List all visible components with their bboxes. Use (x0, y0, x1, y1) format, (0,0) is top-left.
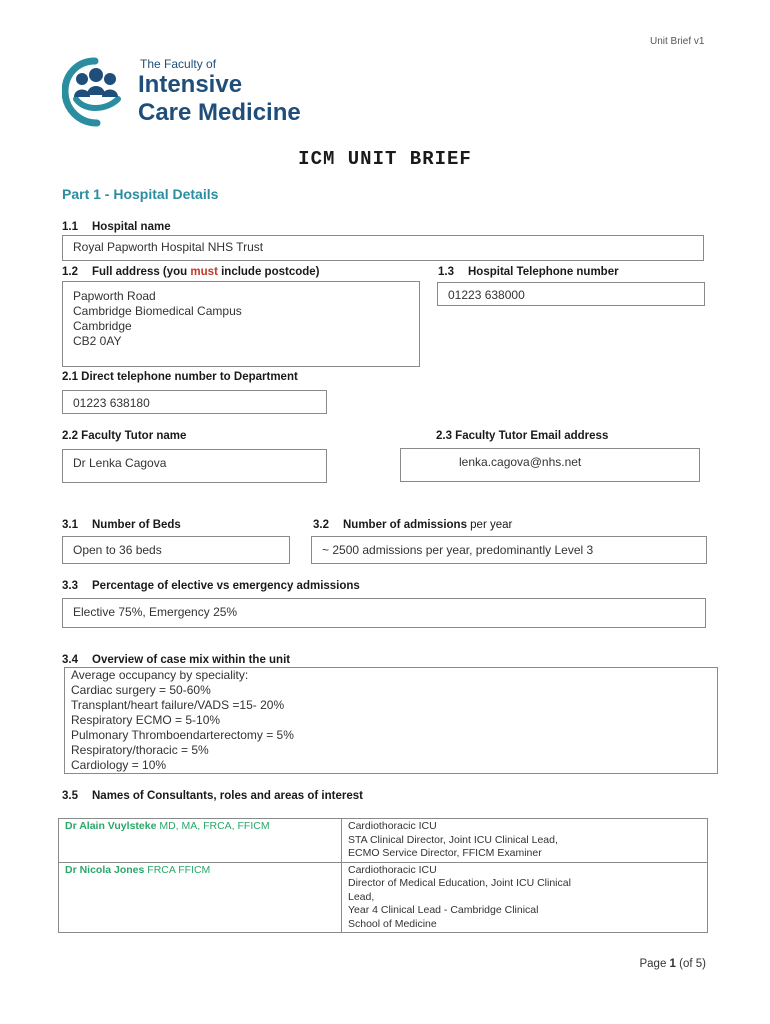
dept-phone-field[interactable] (62, 390, 327, 414)
role-line: School of Medicine (348, 917, 437, 930)
hospital-phone-label: 1.3 Hospital Telephone number (438, 266, 619, 278)
beds-label: 3.1 Number of Beds (62, 519, 181, 531)
consultant-role-cell[interactable] (342, 819, 708, 863)
address-line: Papworth Road (73, 289, 156, 303)
consultant-name: Dr Alain Vuylsteke (65, 820, 157, 832)
admissions-field[interactable] (311, 536, 707, 564)
case-mix-line: Average occupancy by speciality: (71, 668, 249, 682)
faculty-logo (62, 55, 342, 130)
document-version: Unit Brief v1 (650, 36, 705, 47)
case-mix-line: Cardiology = 10% (71, 758, 167, 772)
hospital-phone-value: 01223 638000 (448, 288, 525, 302)
role-line: Cardiothoracic ICU (348, 820, 437, 832)
role-line: Year 4 Clinical Lead - Cambridge Clinical (348, 904, 539, 916)
address-line: CB2 0AY (73, 334, 122, 348)
case-mix-field[interactable] (64, 667, 718, 774)
page-title: ICM UNIT BRIEF (298, 148, 472, 170)
logo-line-care-medicine: Care Medicine (138, 99, 301, 126)
hospital-name-label: 1.1 Hospital name (62, 221, 171, 233)
elective-label: 3.3 Percentage of elective vs emergency admissions (62, 580, 360, 592)
consultants-label: 3.5 Names of Consultants, roles and areas of interest (62, 790, 363, 802)
role-line: ECMO Service Director, FFICM Examiner (348, 847, 542, 859)
admissions-label: 3.2 Number of admissions per year (313, 519, 513, 531)
logo-line-intensive: Intensive (138, 71, 243, 98)
elective-field[interactable] (62, 598, 706, 628)
consultant-quals: FRCA FFICM (144, 863, 211, 876)
beds-value: Open to 36 beds (73, 543, 162, 557)
hospital-name-field[interactable] (62, 235, 704, 261)
address-label: 1.2 Full address (you must include postcode) (62, 266, 320, 278)
elective-value: Elective 75%, Emergency 25% (73, 605, 238, 619)
address-line: Cambridge Biomedical Campus (73, 304, 242, 318)
consultant-quals: MD, MA, FRCA, FFICM (156, 820, 270, 832)
role-line: Cardiothoracic ICU (348, 863, 437, 876)
consultant-name-cell[interactable] (59, 819, 342, 863)
table-row (59, 862, 708, 933)
role-line: Director of Medical Education, Joint ICU Clinical (348, 877, 571, 889)
case-mix-line: Transplant/heart failure/VADS =15- 20% (71, 698, 285, 712)
table-row (59, 819, 708, 863)
dept-phone-value: 01223 638180 (73, 396, 150, 410)
tutor-email-value: lenka.cagova@nhs.net (459, 455, 582, 469)
dept-phone-label: 2.1 Direct telephone number to Department (62, 371, 298, 383)
section-heading-part1: Part 1 - Hospital Details (62, 186, 219, 202)
consultant-name-cell[interactable] (59, 862, 342, 933)
address-line: Cambridge (73, 319, 132, 333)
tutor-email-field[interactable] (400, 448, 700, 482)
address-field[interactable] (62, 281, 420, 367)
consultants-table (58, 818, 708, 933)
tutor-email-label: 2.3 Faculty Tutor Email address (436, 430, 609, 442)
tutor-name-value: Dr Lenka Cagova (73, 456, 167, 470)
logo-line-faculty: The Faculty of (140, 57, 217, 71)
admissions-value: ~ 2500 admissions per year, predominantly Level 3 (322, 543, 594, 557)
tutor-name-field[interactable] (62, 449, 327, 483)
case-mix-label: 3.4 Overview of case mix within the unit (62, 654, 291, 666)
case-mix-line: Pulmonary Thromboendarterectomy = 5% (71, 728, 294, 742)
consultant-name: Dr Nicola Jones (65, 863, 145, 876)
hospital-name-value: Royal Papworth Hospital NHS Trust (73, 240, 264, 254)
role-line: Lead, (348, 890, 375, 903)
hospital-phone-field[interactable] (437, 282, 705, 306)
case-mix-line: Respiratory ECMO = 5-10% (71, 713, 221, 727)
beds-field[interactable] (62, 536, 290, 564)
page-number: Page 1 (of 5) (639, 958, 706, 970)
case-mix-line: Cardiac surgery = 50-60% (71, 683, 211, 697)
people-heart-icon (62, 55, 128, 127)
consultant-role-cell[interactable] (342, 862, 708, 933)
role-line: STA Clinical Director, Joint ICU Clinical Lead, (348, 833, 558, 846)
tutor-name-label: 2.2 Faculty Tutor name (62, 430, 187, 442)
case-mix-line: Respiratory/thoracic = 5% (71, 743, 209, 757)
